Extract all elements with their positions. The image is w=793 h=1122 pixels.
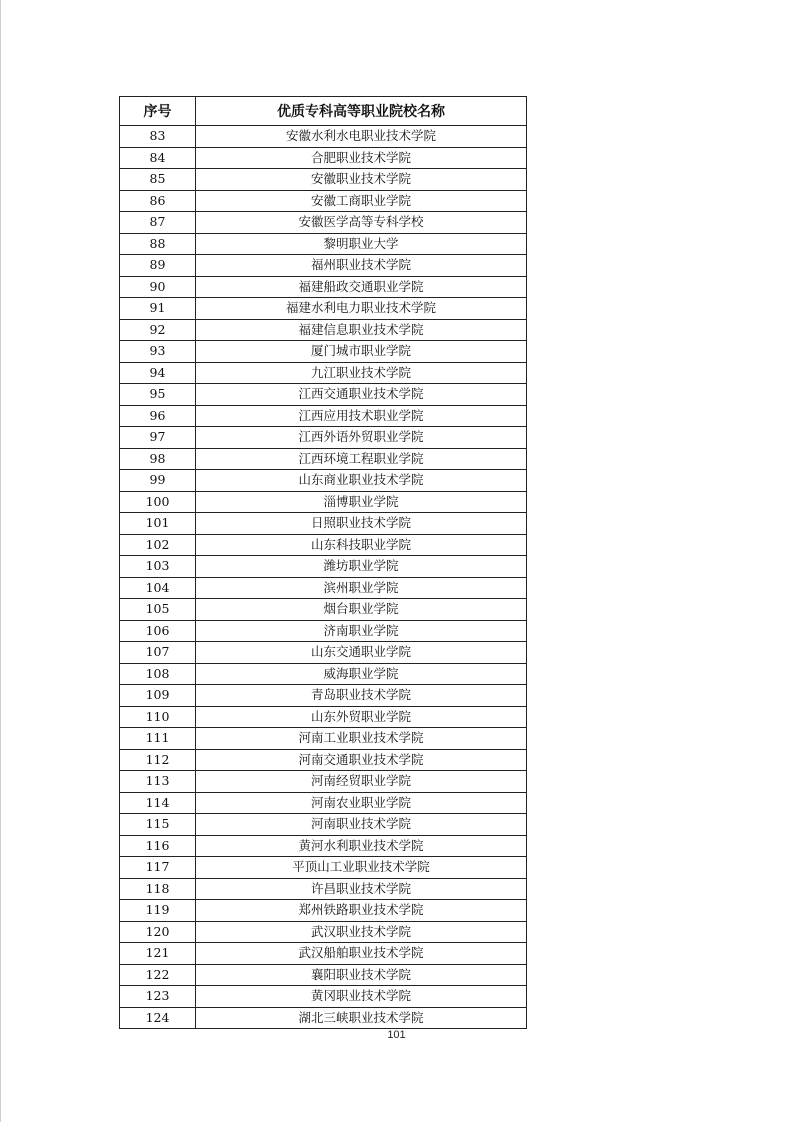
row-college-name: 烟台职业学院 — [196, 599, 527, 621]
row-serial-number: 102 — [120, 534, 196, 556]
row-serial-number: 112 — [120, 749, 196, 771]
row-college-name: 福建信息职业技术学院 — [196, 319, 527, 341]
row-serial-number: 87 — [120, 212, 196, 234]
table-row — [120, 792, 527, 814]
table-row — [120, 427, 527, 449]
table-row — [120, 190, 527, 212]
row-serial-number: 88 — [120, 233, 196, 255]
table-row — [120, 814, 527, 836]
row-college-name: 山东交通职业学院 — [196, 642, 527, 664]
row-college-name: 河南农业职业学院 — [196, 792, 527, 814]
row-college-name: 江西交通职业技术学院 — [196, 384, 527, 406]
row-serial-number: 107 — [120, 642, 196, 664]
row-college-name: 湖北三峡职业技术学院 — [196, 1007, 527, 1029]
row-college-name: 山东科技职业学院 — [196, 534, 527, 556]
row-serial-number: 114 — [120, 792, 196, 814]
row-college-name: 江西外语外贸职业学院 — [196, 427, 527, 449]
row-college-name: 山东商业职业技术学院 — [196, 470, 527, 492]
row-college-name: 安徽水利水电职业技术学院 — [196, 126, 527, 148]
row-college-name: 安徽职业技术学院 — [196, 169, 527, 191]
row-college-name: 威海职业学院 — [196, 663, 527, 685]
table-row — [120, 599, 527, 621]
row-serial-number: 119 — [120, 900, 196, 922]
row-serial-number: 123 — [120, 986, 196, 1008]
row-college-name: 黄冈职业技术学院 — [196, 986, 527, 1008]
row-college-name: 合肥职业技术学院 — [196, 147, 527, 169]
table-header-row — [120, 97, 527, 126]
row-college-name: 黄河水利职业技术学院 — [196, 835, 527, 857]
row-college-name: 淄博职业学院 — [196, 491, 527, 513]
row-college-name: 福建船政交通职业学院 — [196, 276, 527, 298]
table-row — [120, 126, 527, 148]
table-row — [120, 900, 527, 922]
row-college-name: 山东外贸职业学院 — [196, 706, 527, 728]
table-row — [120, 943, 527, 965]
table-row — [120, 706, 527, 728]
table-row — [120, 577, 527, 599]
table-row — [120, 405, 527, 427]
header-college-name: 优质专科高等职业院校名称 — [196, 97, 527, 126]
table-row — [120, 620, 527, 642]
row-serial-number: 101 — [120, 513, 196, 535]
table-row — [120, 169, 527, 191]
row-serial-number: 94 — [120, 362, 196, 384]
row-college-name: 河南工业职业技术学院 — [196, 728, 527, 750]
table-row — [120, 749, 527, 771]
row-serial-number: 83 — [120, 126, 196, 148]
table-row — [120, 642, 527, 664]
table-row — [120, 276, 527, 298]
table-row — [120, 255, 527, 277]
row-college-name: 日照职业技术学院 — [196, 513, 527, 535]
row-college-name: 青岛职业技术学院 — [196, 685, 527, 707]
row-serial-number: 108 — [120, 663, 196, 685]
table-row — [120, 964, 527, 986]
row-college-name: 许昌职业技术学院 — [196, 878, 527, 900]
table-row — [120, 556, 527, 578]
row-serial-number: 104 — [120, 577, 196, 599]
row-serial-number: 118 — [120, 878, 196, 900]
table-row — [120, 341, 527, 363]
table-row — [120, 298, 527, 320]
row-serial-number: 100 — [120, 491, 196, 513]
row-serial-number: 111 — [120, 728, 196, 750]
row-college-name: 襄阳职业技术学院 — [196, 964, 527, 986]
table-row — [120, 534, 527, 556]
row-college-name: 江西环境工程职业学院 — [196, 448, 527, 470]
table-row — [120, 771, 527, 793]
table-row — [120, 147, 527, 169]
table-row — [120, 470, 527, 492]
row-serial-number: 124 — [120, 1007, 196, 1029]
row-serial-number: 84 — [120, 147, 196, 169]
table-row — [120, 212, 527, 234]
row-college-name: 河南交通职业技术学院 — [196, 749, 527, 771]
table-row — [120, 362, 527, 384]
row-college-name: 平顶山工业职业技术学院 — [196, 857, 527, 879]
row-serial-number: 90 — [120, 276, 196, 298]
row-college-name: 九江职业技术学院 — [196, 362, 527, 384]
row-college-name: 河南职业技术学院 — [196, 814, 527, 836]
table-body — [120, 126, 527, 1029]
row-college-name: 济南职业学院 — [196, 620, 527, 642]
row-college-name: 安徽医学高等专科学校 — [196, 212, 527, 234]
row-college-name: 武汉职业技术学院 — [196, 921, 527, 943]
row-serial-number: 97 — [120, 427, 196, 449]
row-college-name: 安徽工商职业学院 — [196, 190, 527, 212]
row-college-name: 福建水利电力职业技术学院 — [196, 298, 527, 320]
table-row — [120, 685, 527, 707]
row-college-name: 武汉船舶职业技术学院 — [196, 943, 527, 965]
row-serial-number: 89 — [120, 255, 196, 277]
row-serial-number: 121 — [120, 943, 196, 965]
college-list-table — [119, 96, 527, 1029]
table-row — [120, 857, 527, 879]
row-serial-number: 105 — [120, 599, 196, 621]
table-row — [120, 835, 527, 857]
table-row — [120, 233, 527, 255]
row-serial-number: 99 — [120, 470, 196, 492]
row-serial-number: 98 — [120, 448, 196, 470]
table-row — [120, 663, 527, 685]
row-serial-number: 85 — [120, 169, 196, 191]
row-college-name: 厦门城市职业学院 — [196, 341, 527, 363]
row-serial-number: 122 — [120, 964, 196, 986]
row-serial-number: 110 — [120, 706, 196, 728]
row-serial-number: 86 — [120, 190, 196, 212]
row-college-name: 滨州职业学院 — [196, 577, 527, 599]
row-college-name: 江西应用技术职业学院 — [196, 405, 527, 427]
row-serial-number: 93 — [120, 341, 196, 363]
row-college-name: 福州职业技术学院 — [196, 255, 527, 277]
row-serial-number: 120 — [120, 921, 196, 943]
table-row — [120, 986, 527, 1008]
row-serial-number: 109 — [120, 685, 196, 707]
row-serial-number: 115 — [120, 814, 196, 836]
row-serial-number: 113 — [120, 771, 196, 793]
row-serial-number: 106 — [120, 620, 196, 642]
row-serial-number: 95 — [120, 384, 196, 406]
row-serial-number: 91 — [120, 298, 196, 320]
page-edge-line — [0, 0, 1, 1122]
table-row — [120, 1007, 527, 1029]
table-row — [120, 921, 527, 943]
row-college-name: 河南经贸职业学院 — [196, 771, 527, 793]
row-serial-number: 116 — [120, 835, 196, 857]
row-serial-number: 103 — [120, 556, 196, 578]
row-serial-number: 92 — [120, 319, 196, 341]
table-row — [120, 384, 527, 406]
row-serial-number: 96 — [120, 405, 196, 427]
row-college-name: 郑州铁路职业技术学院 — [196, 900, 527, 922]
row-college-name: 黎明职业大学 — [196, 233, 527, 255]
table-row — [120, 448, 527, 470]
table-row — [120, 878, 527, 900]
table-row — [120, 513, 527, 535]
table-row — [120, 728, 527, 750]
page-number: 101 — [387, 1029, 406, 1041]
table-row — [120, 319, 527, 341]
row-college-name: 潍坊职业学院 — [196, 556, 527, 578]
table-row — [120, 491, 527, 513]
row-serial-number: 117 — [120, 857, 196, 879]
header-serial-number: 序号 — [120, 97, 196, 126]
